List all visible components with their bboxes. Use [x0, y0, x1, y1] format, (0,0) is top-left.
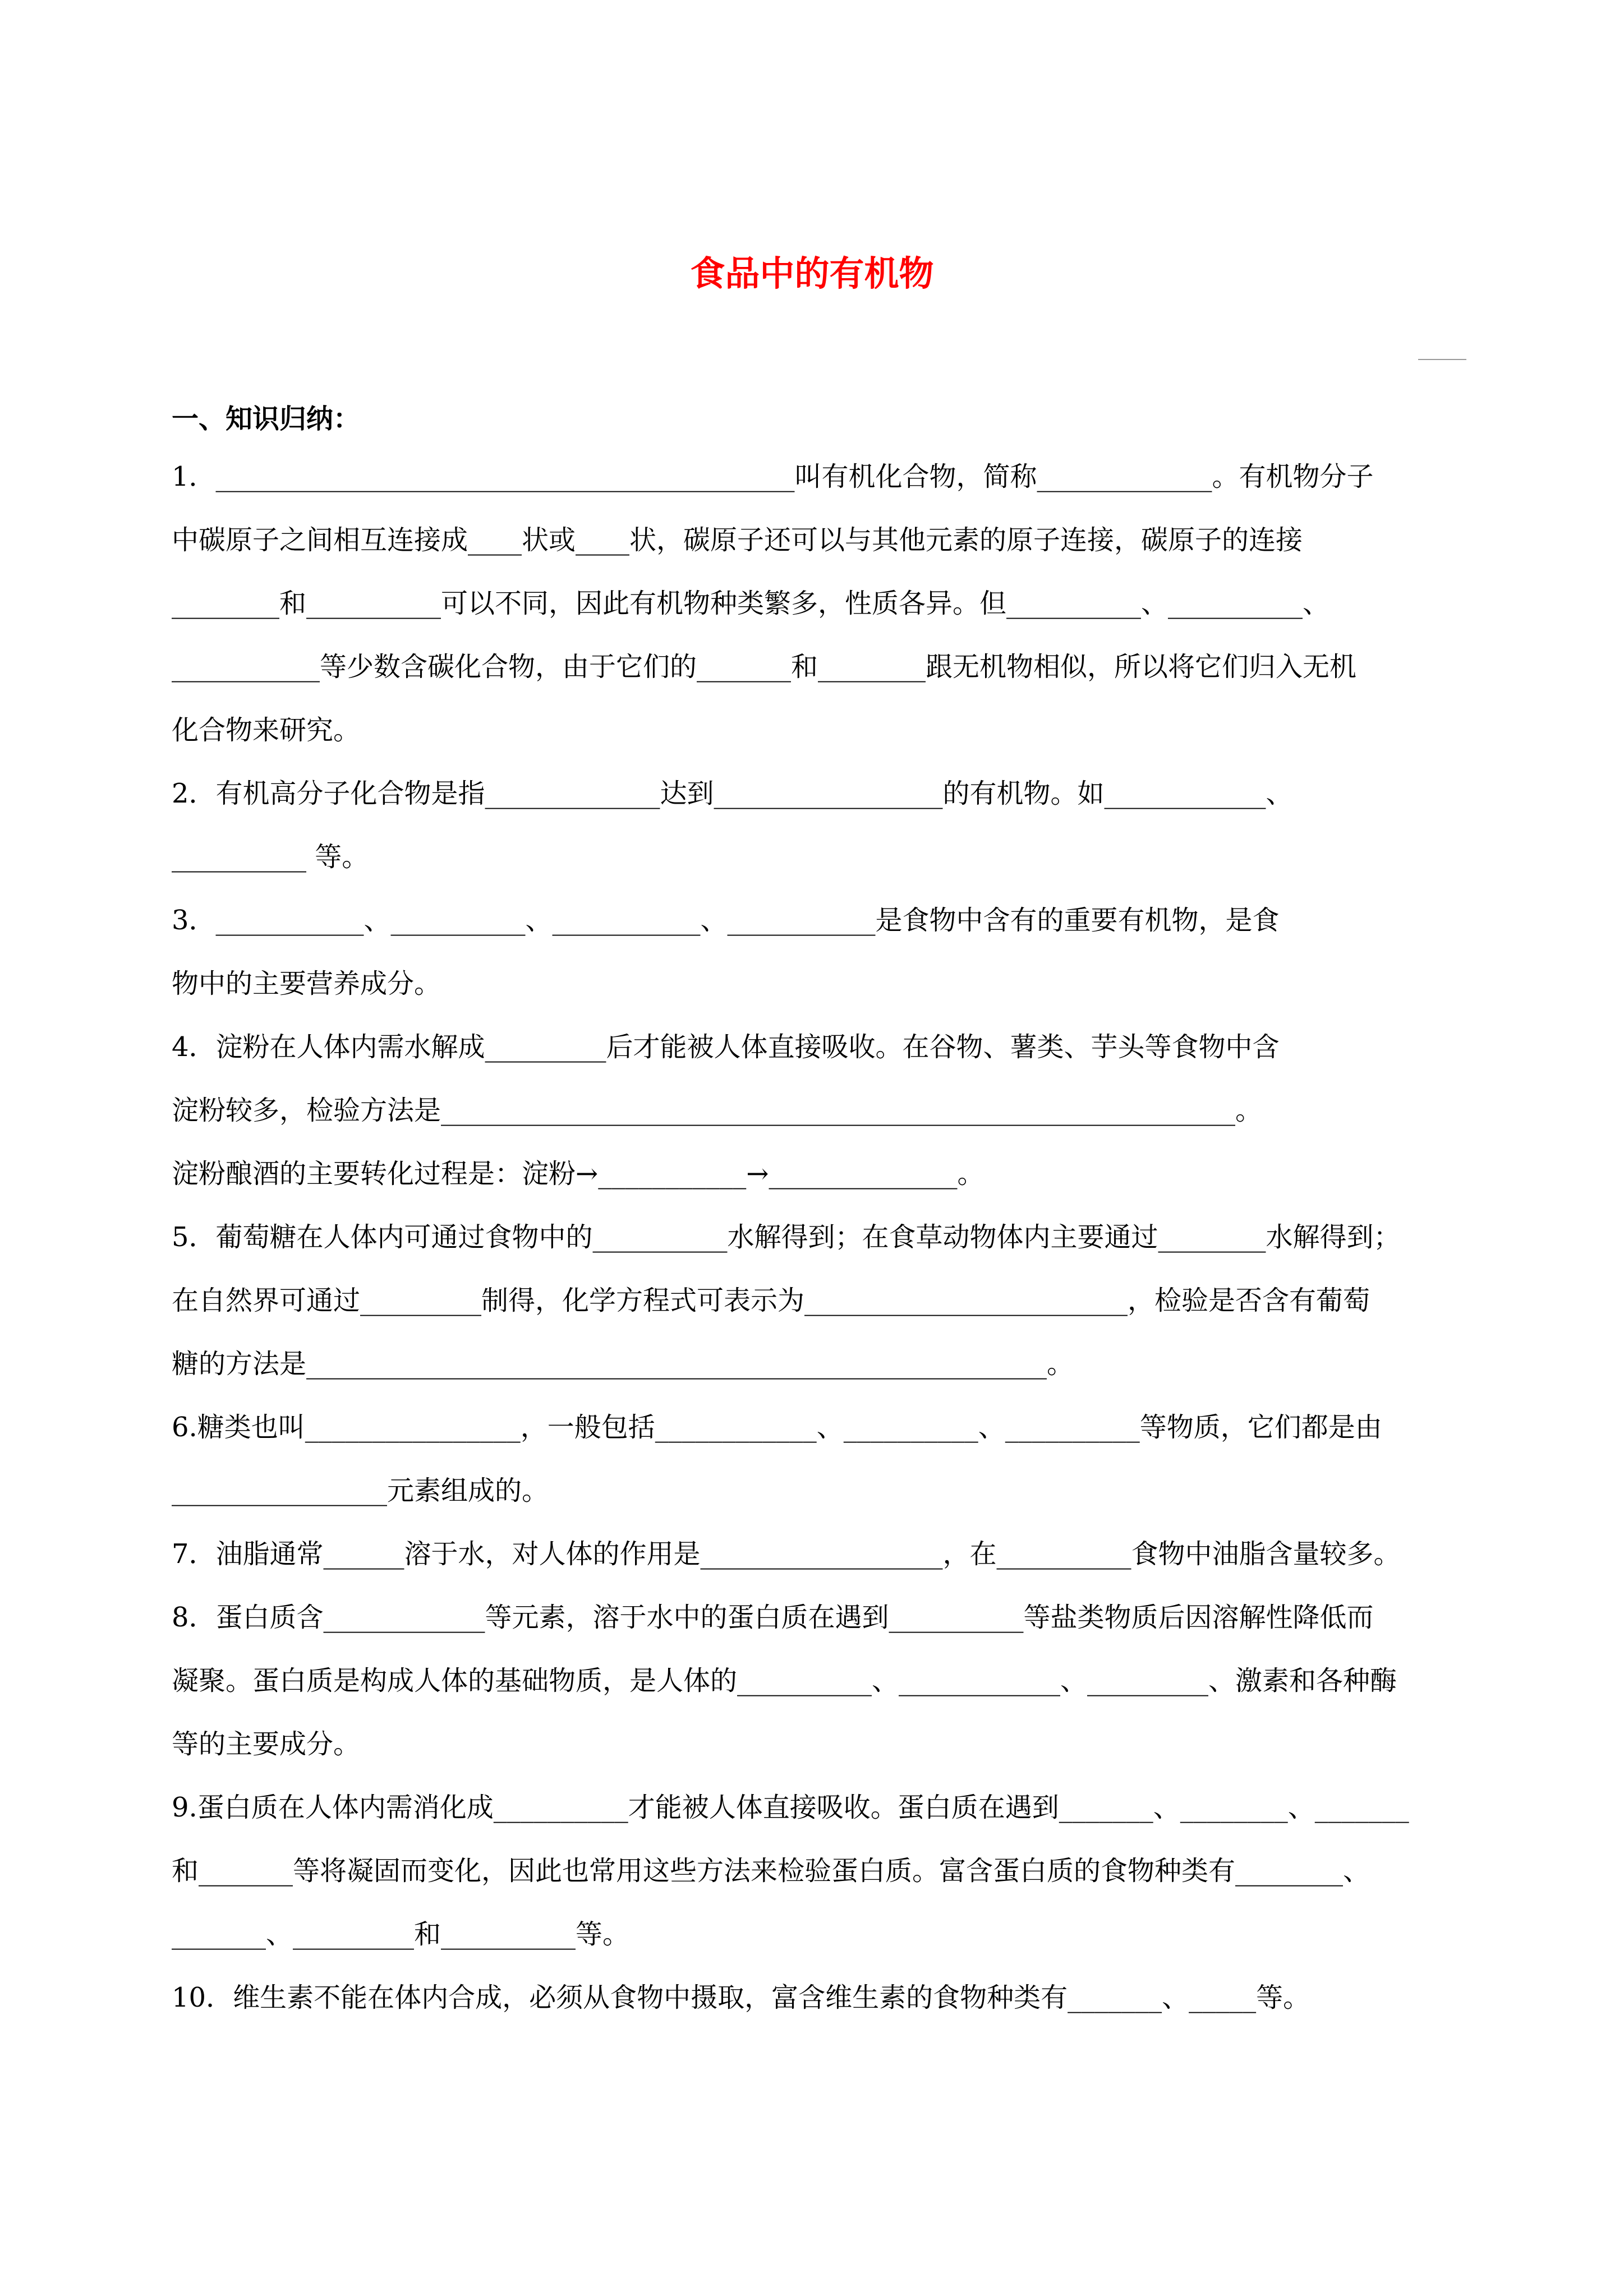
section-heading: 一、知识归纳：: [172, 403, 361, 435]
text-line: 8．蛋白质含____________等元素，溶于水中的蛋白质在遇到__________等盐类物质后因溶解性降低而: [172, 1602, 1374, 1633]
text-line: 10．维生素不能在体内合成，必须从食物中摄取，富含维生素的食物种类有_______、_____等。: [172, 1982, 1310, 2013]
text-line: ___________等少数含碳化合物，由于它们的_______和________跟无机物相似，所以将它们归入无机: [172, 651, 1357, 683]
text-line: 中碳原子之间相互连接成____状或____状，碳原子还可以与其他元素的原子连接，碳原子的连接: [172, 524, 1303, 556]
text-line: 9.蛋白质在人体内需消化成__________才能被人体直接吸收。蛋白质在遇到_______、________、_______: [172, 1792, 1409, 1823]
text-line: __________ 等。: [172, 841, 369, 873]
text-line: 糖的方法是_______________________________________________________。: [172, 1348, 1074, 1380]
text-line: ________和__________可以不同，因此有机物种类繁多，性质各异。但__________、__________、: [172, 588, 1330, 619]
text-line: _______、_________和__________等。: [172, 1919, 630, 1950]
text-line: 1．___________________________________________叫有机化合物，简称_____________。有机物分子: [172, 461, 1374, 492]
text-line: 淀粉酿酒的主要转化过程是：淀粉→___________→______________。: [172, 1158, 984, 1190]
text-line: 物中的主要营养成分。: [172, 968, 441, 999]
text-line: 5．葡萄糖在人体内可通过食物中的__________水解得到；在食草动物体内主要通过________水解得到；: [172, 1221, 1401, 1253]
text-line: 7．油脂通常______溶于水，对人体的作用是__________________，在__________食物中油脂含量较多。: [172, 1538, 1401, 1570]
corner-rule: [1418, 359, 1466, 360]
text-line: 和_______等将凝固而变化，因此也常用这些方法来检验蛋白质。富含蛋白质的食物种类有________、: [172, 1855, 1370, 1887]
text-line: 6.糖类也叫________________，一般包括____________、__________、__________等物质，它们都是由: [172, 1412, 1382, 1443]
document-title: 食品中的有机物: [690, 253, 934, 294]
text-line: 在自然界可通过_________制得，化学方程式可表示为________________________，检验是否含有葡萄: [172, 1285, 1370, 1316]
text-line: 2．有机高分子化合物是指_____________达到_________________的有机物。如____________、: [172, 778, 1293, 809]
text-line: 3．___________、__________、___________、___________是食物中含有的重要有机物，是食: [172, 905, 1280, 936]
text-line: 化合物来研究。: [172, 714, 361, 746]
text-line: 淀粉较多，检验方法是___________________________________________________________。: [172, 1095, 1263, 1126]
text-line: ________________元素组成的。: [172, 1475, 549, 1506]
text-line: 等的主要成分。: [172, 1728, 361, 1760]
text-line: 凝聚。蛋白质是构成人体的基础物质，是人体的__________、____________、_________、激素和各种酶: [172, 1665, 1397, 1696]
text-line: 4．淀粉在人体内需水解成_________后才能被人体直接吸收。在谷物、薯类、芋头等食物中含: [172, 1031, 1280, 1063]
